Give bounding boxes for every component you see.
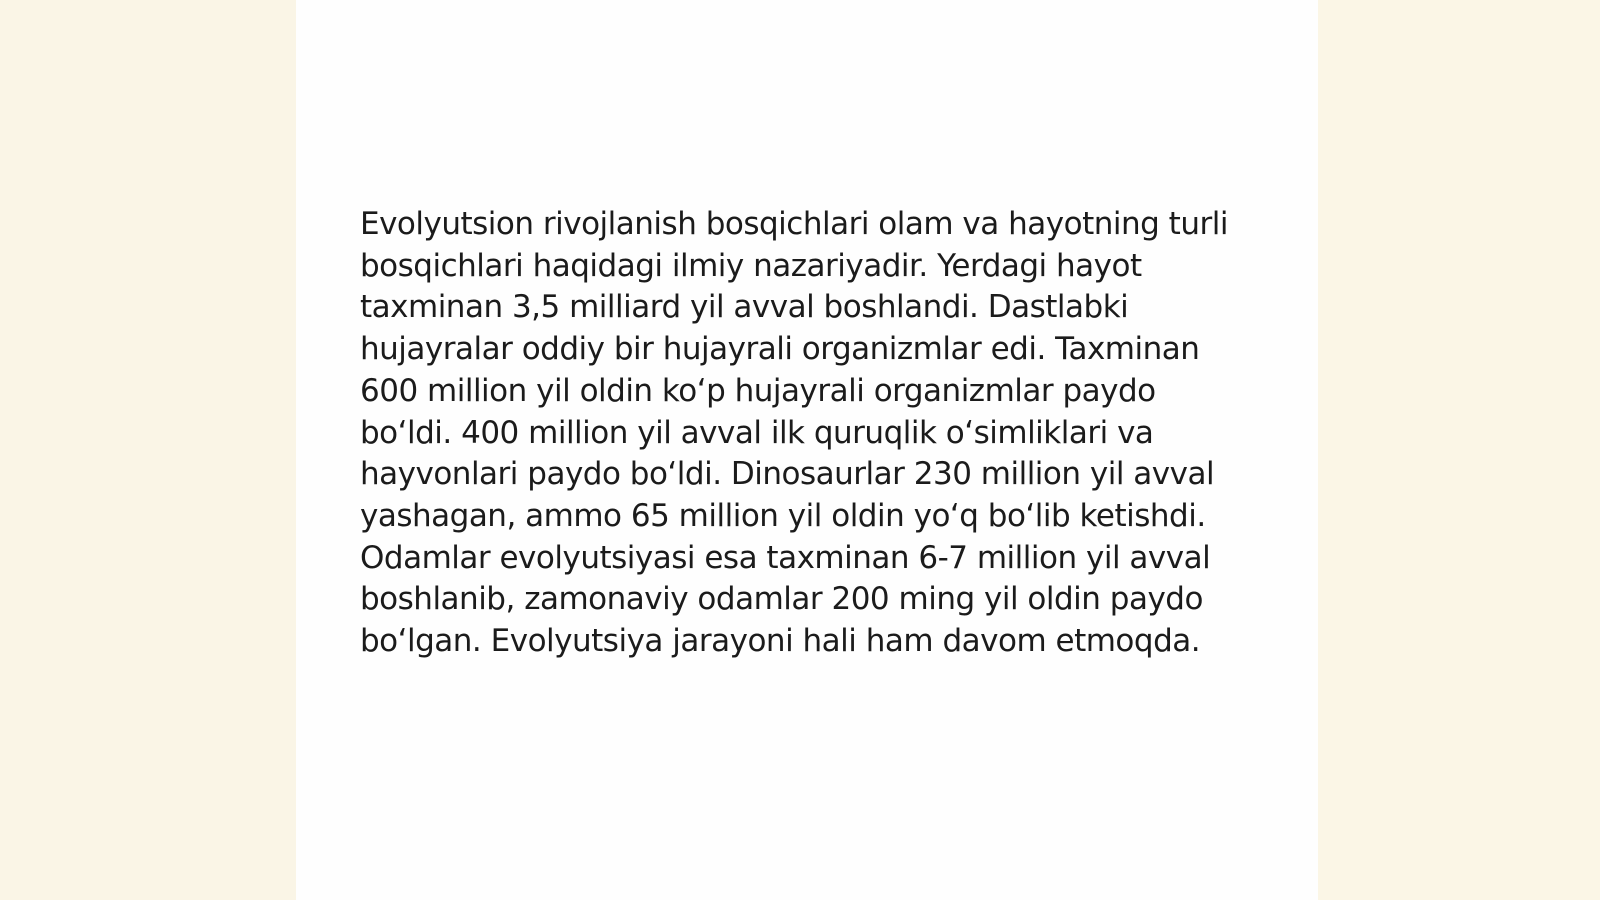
right-margin: [1318, 0, 1600, 900]
slide-body-text: Evolyutsion rivojlanish bosqichlari olam va hayotning turli bosqichlari haqidagi ilmiy nazariyadir. Yerdagi hayot taxminan 3,5 milliard yil avval boshlandi. Dastlabki hujayralar oddiy bir hujayrali organizmlar edi. Taxminan 600 million yil oldin koʻp hujayrali organizmlar paydo boʻldi. 400 million yil avval ilk quruqlik oʻsimliklari va hayvonlari paydo boʻldi. Dinosaurlar 230 million yil avval yashagan, ammo 65 million yil oldin yoʻq boʻlib ketishdi. Odamlar evolyutsiyasi esa taxminan 6-7 million yil avval boshlanib, zamonaviy odamlar 200 ming yil oldin paydo boʻlgan. Evolyutsiya jarayoni hali ham davom etmoqda.: [360, 206, 1228, 660]
left-margin: [0, 0, 296, 900]
slide: [296, 0, 1318, 900]
